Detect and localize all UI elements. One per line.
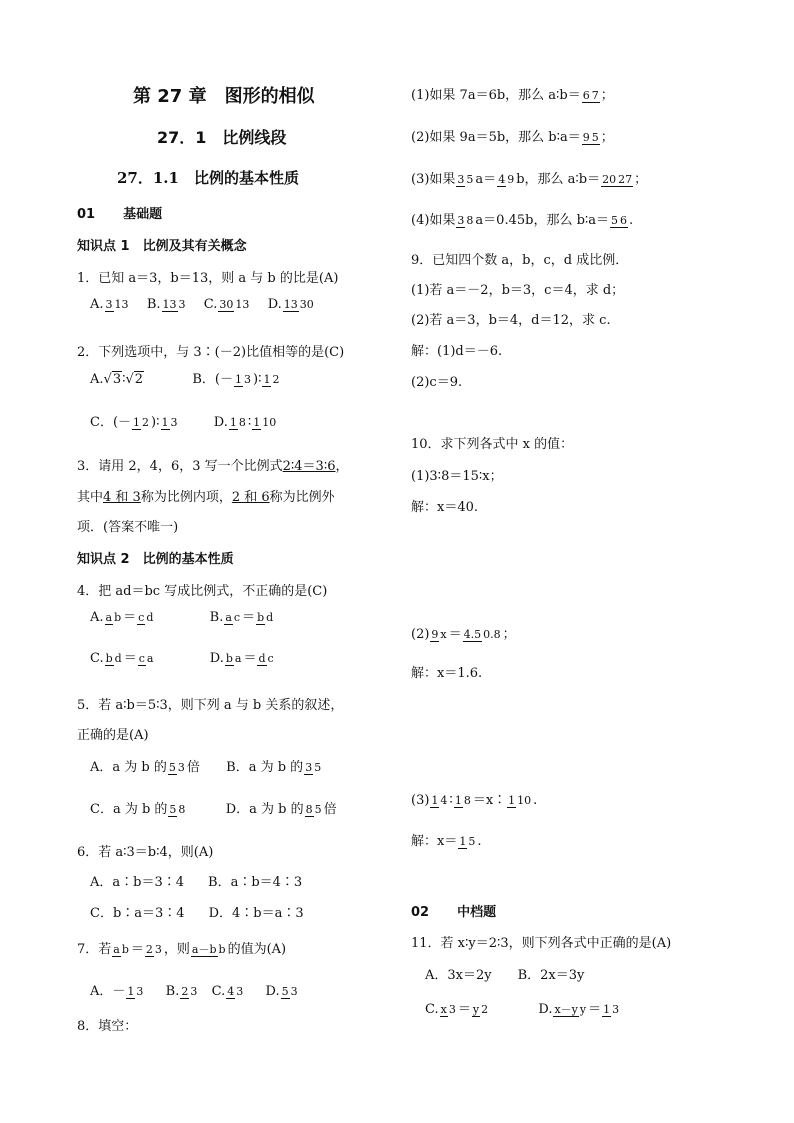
- q11-d-num-2: 1: [603, 1002, 611, 1016]
- q1-stem: 1．已知 a＝3，b＝13，则 a 与 b 的比是(A): [77, 271, 339, 286]
- q4-c-den-2: a: [146, 651, 154, 665]
- q5-option-d-label: D．a 为 b 的: [225, 802, 304, 817]
- q7-a-num: 1: [127, 984, 135, 998]
- q5-b-num: 3: [305, 760, 313, 774]
- q1-options: [90, 298, 316, 311]
- q10-part-3: [411, 794, 537, 807]
- q2-b-den-1: 3: [244, 372, 251, 386]
- q10-3-solution-end: .: [477, 834, 482, 849]
- q10-3-frac-3: [507, 795, 532, 807]
- q4-a-frac-1: [105, 612, 123, 624]
- q11-stem: 11．若 x∶y＝2∶3，则下列各式中正确的是(A): [411, 936, 672, 951]
- q7-option-c-label: C.: [211, 984, 226, 999]
- q9-solution-2: (2)c＝9.: [411, 375, 463, 390]
- q11-d-frac-1: [553, 1004, 587, 1016]
- q4-b-num-1: a: [225, 610, 232, 624]
- q3-l1-end: ，: [335, 459, 349, 474]
- q3-answer-outer: 2 和 6: [231, 490, 270, 505]
- q7-den-3: b: [218, 942, 226, 956]
- q10-3-num-3: 1: [508, 793, 516, 807]
- q3-l2-text-b: 称为比例内项，: [140, 490, 232, 505]
- q7-b-frac: [180, 986, 198, 998]
- q5-c-num: 5: [169, 802, 177, 816]
- q4-d-frac-1: [225, 653, 243, 665]
- q4-options-row2: [90, 652, 276, 665]
- q11-d-num-1: x－y: [554, 1002, 578, 1016]
- q7-text-b: ，则: [163, 942, 190, 957]
- q2-c-frac-1: [132, 417, 150, 429]
- q6-options-row1: [90, 876, 302, 889]
- q2-b-mid: )∶: [253, 372, 262, 387]
- q8-stem: 8．填空：: [77, 1019, 138, 1034]
- q7-frac-2: [145, 944, 163, 956]
- q7-a-den: 3: [136, 984, 144, 998]
- q1-option-a-frac: [105, 299, 130, 311]
- q7-den-2: 3: [154, 942, 162, 956]
- q7-d-frac: [281, 986, 299, 998]
- q1-a-den: 13: [114, 297, 129, 311]
- q4-option-c-label: C.: [90, 651, 104, 666]
- q10-solution-2: 解：x＝1.6.: [411, 666, 483, 681]
- q11-c-den-1: 3: [448, 1002, 456, 1016]
- q8-4-num-1: 3: [457, 213, 465, 227]
- q7-b-den: 3: [190, 984, 198, 998]
- q4-d-num-2: d: [258, 651, 266, 665]
- q8-part-1: [411, 89, 614, 102]
- q5-option-a-label: A．a 为 b 的: [90, 760, 167, 775]
- q10-2-frac-1: [430, 629, 447, 641]
- q4-b-frac-2: [256, 612, 274, 624]
- q9-part-1: (1)若 a＝－2，b＝3，c＝4，求 d；: [411, 283, 625, 298]
- q10-2-num-2: 4.5: [463, 627, 482, 641]
- q8-4-answer-frac: [610, 215, 628, 227]
- q2-options-row1: [90, 373, 281, 386]
- q11-options-row2: [425, 1003, 621, 1016]
- q11-d-frac-2: [602, 1004, 620, 1016]
- q4-option-a-label: A.: [90, 610, 104, 625]
- q2-option-c-label: C．(－: [90, 415, 132, 430]
- q10-2-den-1: x: [440, 627, 447, 641]
- q10-2-den-2: 0.8: [483, 627, 501, 641]
- q7-text-a: 7．若: [77, 942, 112, 957]
- q8-3-num-1: 3: [457, 172, 465, 186]
- q6-stem: 6．若 a∶3＝b∶4，则(A): [77, 845, 214, 860]
- q4-c-num-2: c: [138, 651, 145, 665]
- q4-c-num-1: b: [105, 651, 113, 665]
- q3-l2-text-a: 其中: [77, 490, 104, 505]
- q1-option-a-label: A.: [90, 297, 104, 312]
- q2-b-num-2: 1: [263, 372, 271, 386]
- q10-3-sep: ∶: [449, 793, 453, 808]
- q5-a-num: 5: [168, 760, 176, 774]
- q10-part-1: (1)3∶8＝15∶x；: [411, 469, 503, 484]
- q11-c-num-2: y: [472, 1002, 480, 1016]
- q7-num-1: a: [113, 942, 120, 956]
- q2-a-radicand-1: 3: [112, 372, 122, 387]
- q7-a-frac: [126, 986, 144, 998]
- q4-a-num-1: a: [105, 610, 113, 624]
- q7-c-num: 4: [227, 984, 235, 998]
- basic-heading: [77, 208, 162, 221]
- q8-3-den-1: 5: [466, 172, 474, 186]
- q2-options-row2: [90, 416, 278, 429]
- q5-option-c-label: C．a 为 b 的: [90, 802, 168, 817]
- q8-3-num-3: 20: [602, 172, 617, 186]
- q8-1-num: 6: [582, 88, 590, 102]
- q8-4-den-1: 8: [466, 213, 474, 227]
- q3-line3: 项．(答案不唯一): [77, 520, 179, 535]
- q2-b-frac-1: [234, 374, 252, 386]
- q8-1-den: 7: [591, 88, 599, 102]
- q10-3-den-1: 4: [440, 793, 448, 807]
- q6-option-c: C．b∶a＝3∶4: [90, 906, 185, 921]
- q11-option-c-label: C.: [425, 1002, 439, 1017]
- q10-3-frac-2: [454, 795, 472, 807]
- q4-d-den-1: a: [234, 651, 242, 665]
- q5-d-end: 倍: [323, 802, 337, 817]
- q8-1-text: (1)如果 7a＝6b，那么 a∶b＝: [411, 88, 581, 103]
- q10-3-den-3: 10: [517, 793, 532, 807]
- q2-stem: 2．下列选项中，与 3∶(－2)比值相等的是(C): [77, 345, 345, 360]
- q6-option-a: A．a∶b＝3∶4: [90, 875, 185, 890]
- q2-c-num-1: 1: [133, 415, 141, 429]
- q10-3-den-2: 8: [463, 793, 471, 807]
- q1-d-den: 30: [299, 297, 314, 311]
- q2-d-frac-2: [252, 417, 277, 429]
- q3-answer-proportion: 2∶4＝3∶6: [282, 459, 336, 474]
- medium-number: 02: [411, 905, 430, 920]
- q5-b-den: 5: [314, 760, 322, 774]
- q1-option-b-frac: [162, 299, 187, 311]
- q2-option-a-label: A.: [90, 372, 104, 387]
- q5-d-frac: [305, 804, 323, 816]
- q4-a-frac-2: [137, 612, 154, 624]
- q8-4-frac-1: [456, 215, 474, 227]
- q2-c-num-2: 1: [161, 415, 169, 429]
- q10-3-end: .: [533, 793, 538, 808]
- q2-d-den-1: 8: [238, 415, 246, 429]
- q8-1-answer-frac: [582, 90, 600, 102]
- q11-c-den-2: 2: [481, 1002, 489, 1016]
- q10-solution-1: 解：x＝40.: [411, 500, 479, 515]
- q8-1-end: ；: [600, 88, 614, 103]
- q4-a-num-2: c: [138, 610, 145, 624]
- q5-line2: 正确的是(A): [77, 728, 149, 743]
- q7-frac-3: [191, 944, 227, 956]
- q8-3-num-2: 4: [498, 172, 506, 186]
- q8-4-end: .: [629, 213, 634, 228]
- q7-num-2: 2: [145, 942, 153, 956]
- q11-c-frac-2: [472, 1004, 489, 1016]
- q8-4-den-2: 6: [620, 213, 628, 227]
- q10-3-solution-frac: [458, 836, 476, 848]
- q4-a-den-2: d: [146, 610, 154, 624]
- q1-option-c-frac: [218, 299, 250, 311]
- q10-2-label: (2): [411, 627, 430, 642]
- q2-c-den-1: 2: [142, 415, 150, 429]
- q1-option-c-label: C.: [203, 297, 218, 312]
- q8-3-den-2: 9: [507, 172, 515, 186]
- q8-3-text-c: b，那么 a∶b＝: [516, 172, 601, 187]
- q2-d-mid: ∶: [247, 415, 252, 430]
- q5-options-row2: [90, 803, 337, 816]
- q7-den-1: b: [121, 942, 129, 956]
- q2-option-d-label: D.: [213, 415, 228, 430]
- q4-c-frac-2: [138, 653, 155, 665]
- q4-b-eq: ＝: [242, 610, 256, 625]
- q2-b-den-2: 2: [272, 372, 280, 386]
- q8-3-text-a: (3)如果: [411, 172, 456, 187]
- q10-3-solution-num: 1: [459, 834, 467, 848]
- q8-2-text: (2)如果 9a＝5b，那么 b∶a＝: [411, 130, 581, 145]
- section-title: 27．1 比例线段: [157, 128, 287, 147]
- q11-d-den-1: y: [579, 1002, 587, 1016]
- q7-option-a-label: A．－: [90, 984, 126, 999]
- q7-b-num: 2: [181, 984, 189, 998]
- q4-d-eq: ＝: [243, 651, 257, 666]
- q1-b-num: 13: [162, 297, 177, 311]
- q10-3-num-2: 1: [454, 793, 462, 807]
- q8-4-text-b: a＝0.45b，那么 b∶a＝: [475, 213, 610, 228]
- q11-c-eq: ＝: [457, 1002, 471, 1017]
- q1-c-num: 30: [219, 297, 234, 311]
- q2-c-den-2: 3: [170, 415, 178, 429]
- medium-heading: [411, 906, 496, 919]
- q11-c-frac-1: [440, 1004, 457, 1016]
- q4-b-den-1: c: [233, 610, 241, 624]
- q7-eq: ＝: [130, 942, 144, 957]
- q2-a-sqrt-2: √2: [125, 372, 144, 387]
- q8-3-frac-2: [497, 174, 515, 186]
- q5-option-b-label: B．a 为 b 的: [226, 760, 304, 775]
- q4-b-den-2: d: [266, 610, 274, 624]
- q4-a-eq: ＝: [123, 610, 137, 625]
- knowledge-point-2: 知识点 2 比例的基本性质: [77, 552, 234, 567]
- q11-d-den-2: 3: [612, 1002, 620, 1016]
- q1-option-d-label: D.: [267, 297, 282, 312]
- q10-2-num-1: 9: [431, 627, 439, 641]
- q11-option-a: A．3x＝2y: [425, 968, 492, 983]
- q10-3-solution-den: 5: [468, 834, 476, 848]
- q4-c-frac-1: [105, 653, 123, 665]
- q3-l2-text-c: 称为比例外: [269, 490, 335, 505]
- q10-3-num-1: 1: [431, 793, 439, 807]
- q8-2-end: ；: [600, 130, 614, 145]
- chapter-title: 第 27 章 图形的相似: [133, 86, 315, 107]
- q3-l1-text: 3．请用 2，4，6，3 写一个比例式: [77, 459, 283, 474]
- q2-b-frac-2: [262, 374, 280, 386]
- q7-c-den: 3: [236, 984, 244, 998]
- q7-stem: [77, 943, 286, 956]
- q8-3-den-3: 27: [618, 172, 633, 186]
- q5-d-den: 5: [314, 802, 322, 816]
- q5-options-row1: [90, 761, 323, 774]
- q8-3-end: ；: [634, 172, 648, 187]
- q4-c-den-1: d: [114, 651, 122, 665]
- q7-option-d-label: D.: [265, 984, 280, 999]
- q10-solution-3: [411, 835, 481, 848]
- basic-title: 基础题: [123, 207, 163, 222]
- q7-c-frac: [226, 986, 244, 998]
- q11-d-eq: ＝: [588, 1002, 602, 1017]
- q7-d-den: 3: [290, 984, 298, 998]
- q2-d-den-2: 10: [262, 415, 277, 429]
- q10-stem: 10．求下列各式中 x 的值：: [411, 437, 574, 452]
- q8-part-4: [411, 214, 633, 227]
- q11-options-row1: [425, 969, 584, 982]
- q4-option-d-label: D.: [209, 651, 224, 666]
- q8-2-answer-frac: [582, 132, 600, 144]
- q4-c-eq: ＝: [123, 651, 137, 666]
- q2-c-mid: )∶: [151, 415, 160, 430]
- q5-c-den: 8: [178, 802, 186, 816]
- q9-stem: 9．已知四个数 a，b，c，d 成比例．: [411, 253, 629, 268]
- q1-option-b-label: B.: [146, 297, 161, 312]
- q7-text-c: 的值为(A): [227, 942, 287, 957]
- q4-d-den-2: c: [267, 651, 274, 665]
- q4-options-row1: [90, 611, 275, 624]
- q9-part-2: (2)若 a＝3，b＝4，d＝12，求 c.: [411, 313, 611, 328]
- basic-number: 01: [77, 207, 96, 222]
- q1-b-den: 3: [178, 297, 186, 311]
- q11-option-d-label: D.: [538, 1002, 553, 1017]
- q7-options: [90, 985, 300, 998]
- q8-4-num-2: 5: [611, 213, 619, 227]
- q10-2-eq: ＝: [448, 627, 462, 642]
- q7-frac-1: [112, 944, 130, 956]
- knowledge-point-1: 知识点 1 比例及其有关概念: [77, 239, 247, 254]
- q3-answer-inner: 4 和 3: [103, 490, 141, 505]
- q11-option-b: B．2x＝3y: [517, 968, 585, 983]
- q8-part-3: [411, 173, 647, 186]
- q5-d-num: 8: [305, 802, 313, 816]
- q10-2-end: ；: [502, 627, 516, 642]
- q10-3-mid: ＝x∶: [472, 793, 507, 808]
- q5-a-frac: [168, 762, 186, 774]
- q8-2-den: 5: [591, 130, 599, 144]
- q7-option-b-label: B.: [165, 984, 180, 999]
- q1-a-num: 3: [105, 297, 113, 311]
- q10-2-frac-2: [463, 629, 502, 641]
- q3-line2: [77, 491, 335, 504]
- q5-c-frac: [168, 804, 186, 816]
- q2-d-num-1: 1: [229, 415, 237, 429]
- q1-option-d-frac: [283, 299, 315, 311]
- q6-options-row2: [90, 907, 304, 920]
- q7-num-3: a－b: [191, 942, 217, 956]
- q6-option-d: D．4∶b＝a∶3: [208, 906, 304, 921]
- q8-2-num: 9: [582, 130, 590, 144]
- q2-option-b-label: B．(－: [192, 372, 233, 387]
- q10-3-solution-text: 解：x＝: [411, 834, 458, 849]
- q6-option-b: B．a∶b＝4∶3: [208, 875, 303, 890]
- q5-a-end: 倍: [186, 760, 200, 775]
- q2-d-num-2: 1: [253, 415, 261, 429]
- q10-3-frac-1: [430, 795, 448, 807]
- q11-c-num-1: x: [440, 1002, 447, 1016]
- q8-4-text-a: (4)如果: [411, 213, 456, 228]
- q4-option-b-label: B.: [209, 610, 224, 625]
- q1-d-num: 13: [283, 297, 298, 311]
- q8-part-2: [411, 131, 614, 144]
- q4-a-den-1: b: [114, 610, 122, 624]
- q4-d-num-1: b: [225, 651, 233, 665]
- q9-solution-1: 解：(1)d＝－6.: [411, 344, 503, 359]
- q2-d-frac-1: [229, 417, 247, 429]
- q4-stem: 4．把 ad＝bc 写成比例式，不正确的是(C): [77, 584, 328, 599]
- q8-3-answer-frac: [601, 174, 633, 186]
- q2-a-radicand-2: 2: [134, 372, 144, 387]
- q5-line1: 5．若 a∶b＝5∶3，则下列 a 与 b 关系的叙述，: [77, 698, 344, 713]
- q4-b-num-2: b: [257, 610, 265, 624]
- q5-b-frac: [304, 762, 322, 774]
- q8-3-frac-1: [456, 174, 474, 186]
- subsection-title: 27．1.1 比例的基本性质: [117, 169, 299, 187]
- q8-3-text-b: a＝: [475, 172, 497, 187]
- q10-part-2: [411, 628, 516, 641]
- q4-b-frac-1: [224, 612, 241, 624]
- q3-line1: [77, 460, 349, 473]
- medium-title: 中档题: [457, 905, 497, 920]
- q4-d-frac-2: [257, 653, 274, 665]
- q10-3-label: (3): [411, 793, 430, 808]
- q7-d-num: 5: [281, 984, 289, 998]
- q1-c-den: 13: [235, 297, 250, 311]
- q2-a-sqrt-1: √3: [103, 372, 122, 387]
- q2-c-frac-2: [161, 417, 179, 429]
- q2-a-sep: ∶: [122, 372, 126, 387]
- q2-b-num-1: 1: [235, 372, 242, 386]
- q5-a-den: 3: [177, 760, 185, 774]
